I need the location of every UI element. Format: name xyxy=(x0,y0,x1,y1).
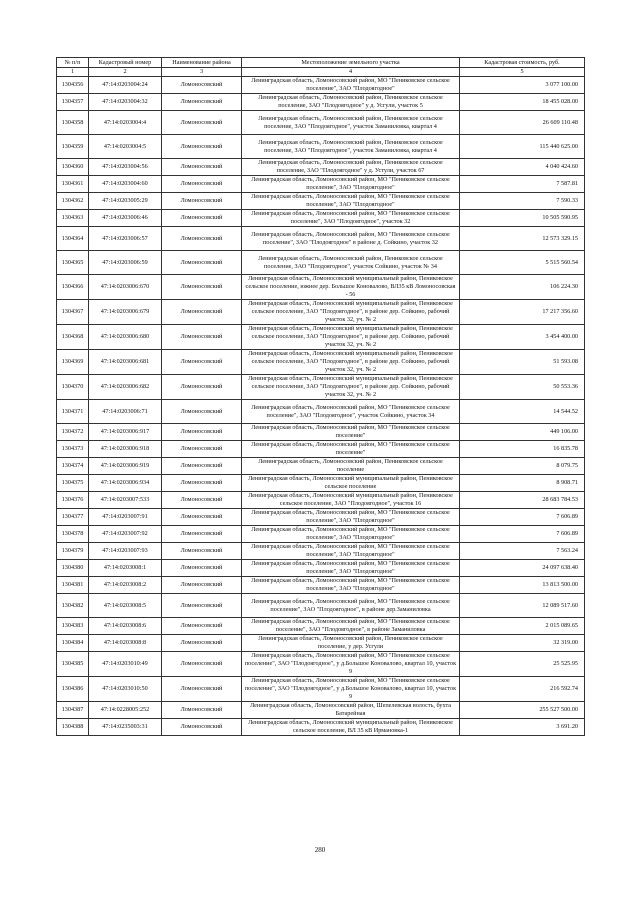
row-number: 1304368 xyxy=(57,325,89,350)
row-number: 1304381 xyxy=(57,577,89,594)
location-cell: Ленинградская область, Ломоносовский район, МО "Пениковское сельское поселение", ЗАО "Плодоягодное", у д.Большое Коновалово, квартал 10, участок 9 xyxy=(242,677,460,702)
cadastral-number-cell: 47:14:0203008:8 xyxy=(89,635,162,652)
table-row xyxy=(57,176,585,193)
cadastral-value-cell: 115 440 625.00 xyxy=(460,135,585,159)
district-cell: Ломоносовский xyxy=(162,441,242,458)
row-number: 1304375 xyxy=(57,475,89,492)
district-cell: Ломоносовский xyxy=(162,77,242,94)
column-number-row xyxy=(57,68,585,77)
row-number: 1304367 xyxy=(57,300,89,325)
table-row xyxy=(57,543,585,560)
table-row xyxy=(57,677,585,702)
table-row xyxy=(57,492,585,509)
cadastral-value-cell: 216 592.74 xyxy=(460,677,585,702)
district-cell: Ломоносовский xyxy=(162,300,242,325)
location-cell: Ленинградская область, Ломоносовский район, МО "Пениковское сельское поселение", ЗАО "Плодоягодное" в районе д. Сойкино, участок 32 xyxy=(242,227,460,251)
header-row xyxy=(57,58,585,68)
cadastral-number-cell: 47:14:0203008:6 xyxy=(89,618,162,635)
table-row xyxy=(57,702,585,719)
district-cell: Ломоносовский xyxy=(162,577,242,594)
location-cell: Ленинградская область, Ломоносовский район, МО "Пениковское сельское поселение", ЗАО "Плодоягодное", участок Сойкино, участок 34 xyxy=(242,400,460,424)
cadastral-number-cell: 47:14:0228005:252 xyxy=(89,702,162,719)
location-cell: Ленинградская область, Ломоносовский район, МО "Пениковское сельское поселение" xyxy=(242,424,460,441)
table-row xyxy=(57,635,585,652)
table-row xyxy=(57,77,585,94)
cadastral-value-cell: 10 505 590.95 xyxy=(460,210,585,227)
district-cell: Ломоносовский xyxy=(162,509,242,526)
table-row xyxy=(57,350,585,375)
table-row xyxy=(57,111,585,135)
row-number: 1304380 xyxy=(57,560,89,577)
cadastral-value-cell: 4 040 424.60 xyxy=(460,159,585,176)
cadastral-value-cell: 7 606.89 xyxy=(460,509,585,526)
table-row xyxy=(57,193,585,210)
location-cell: Ленинградская область, Ломоносовский район, МО "Пениковское сельское поселение", ЗАО "Плодоягодное" xyxy=(242,77,460,94)
location-cell: Ленинградская область, Ломоносовский район, МО "Пениковское сельское поселение", ЗАО "Плодоягодное" xyxy=(242,193,460,210)
district-cell: Ломоносовский xyxy=(162,375,242,400)
row-number: 1304373 xyxy=(57,441,89,458)
table-row xyxy=(57,458,585,475)
table-row xyxy=(57,526,585,543)
cadastral-number-cell: 47:14:0203007:533 xyxy=(89,492,162,509)
column-number: 1 xyxy=(57,68,89,77)
cadastral-value-cell: 13 813 500.00 xyxy=(460,577,585,594)
cadastral-number-cell: 47:14:0203004:56 xyxy=(89,159,162,176)
row-number: 1304362 xyxy=(57,193,89,210)
table-row xyxy=(57,424,585,441)
cadastral-number-cell: 47:14:0203004:32 xyxy=(89,94,162,111)
table-row xyxy=(57,560,585,577)
cadastral-number-cell: 47:14:0235003:31 xyxy=(89,719,162,736)
cadastral-value-cell: 50 553.36 xyxy=(460,375,585,400)
district-cell: Ломоносовский xyxy=(162,135,242,159)
column-number: 3 xyxy=(162,68,242,77)
district-cell: Ломоносовский xyxy=(162,176,242,193)
cadastral-value-cell: 2 015 089.65 xyxy=(460,618,585,635)
cadastral-value-cell: 449 106.00 xyxy=(460,424,585,441)
location-cell: Ленинградская область, Ломоносовский район, Пениковское сельское поселение xyxy=(242,458,460,475)
table-row xyxy=(57,135,585,159)
table-row xyxy=(57,441,585,458)
cadastral-value-cell: 28 683 784.53 xyxy=(460,492,585,509)
cadastral-value-cell: 18 455 028.00 xyxy=(460,94,585,111)
location-cell: Ленинградская область, Ломоносовский район, Пениковское сельское поселение, ЗАО "Плодоягодное", участок Заманиловка, квартал 4 xyxy=(242,111,460,135)
row-number: 1304365 xyxy=(57,251,89,275)
district-cell: Ломоносовский xyxy=(162,492,242,509)
cadastral-number-cell: 47:14:0203006:57 xyxy=(89,227,162,251)
cadastral-value-cell: 106 224.30 xyxy=(460,275,585,300)
district-cell: Ломоносовский xyxy=(162,702,242,719)
cadastral-number-cell: 47:14:0203008:5 xyxy=(89,594,162,618)
location-cell: Ленинградская область, Ломоносовский муниципальный район, Пениковское сельское поселение, ВЛ 35 кВ Ирмановка-1 xyxy=(242,719,460,736)
cadastral-number-cell: 47:14:0203006:71 xyxy=(89,400,162,424)
cadastral-value-cell: 7 563.24 xyxy=(460,543,585,560)
district-cell: Ломоносовский xyxy=(162,526,242,543)
row-number: 1304369 xyxy=(57,350,89,375)
district-cell: Ломоносовский xyxy=(162,618,242,635)
document-table-container xyxy=(56,57,584,736)
row-number: 1304384 xyxy=(57,635,89,652)
row-number: 1304383 xyxy=(57,618,89,635)
row-number: 1304378 xyxy=(57,526,89,543)
table-row xyxy=(57,594,585,618)
district-cell: Ломоносовский xyxy=(162,543,242,560)
table-row xyxy=(57,325,585,350)
cadastral-value-cell: 32 319.00 xyxy=(460,635,585,652)
district-cell: Ломоносовский xyxy=(162,594,242,618)
district-cell: Ломоносовский xyxy=(162,193,242,210)
cadastral-value-cell: 16 835.78 xyxy=(460,441,585,458)
district-cell: Ломоносовский xyxy=(162,350,242,375)
district-cell: Ломоносовский xyxy=(162,635,242,652)
row-number: 1304377 xyxy=(57,509,89,526)
district-cell: Ломоносовский xyxy=(162,94,242,111)
location-cell: Ленинградская область, Ломоносовский район, МО "Пениковское сельское поселение", ЗАО "Плодоягодное" xyxy=(242,509,460,526)
cadastral-number-cell: 47:14:0203006:918 xyxy=(89,441,162,458)
district-cell: Ломоносовский xyxy=(162,251,242,275)
district-cell: Ломоносовский xyxy=(162,159,242,176)
location-cell: Ленинградская область, Ломоносовский муниципальный район, Пениковское сельское поселение, ЗАО "Плодоягодное", участок 16 xyxy=(242,492,460,509)
location-cell: Ленинградская область, Ломоносовский район, Пениковское сельское поселение, ЗАО "Плодоягодное", участок Заманиловка, квартал 4 xyxy=(242,135,460,159)
district-cell: Ломоносовский xyxy=(162,475,242,492)
location-cell: Ленинградская область, Ломоносовский район, МО "Пениковское сельское поселение", ЗАО "Плодоягодное" xyxy=(242,543,460,560)
row-number: 1304387 xyxy=(57,702,89,719)
cadastral-value-table xyxy=(56,57,585,736)
location-cell: Ленинградская область, Ломоносовский муниципальный район, Пениковское сельское поселение, ЗАО "Плодоягодное", в районе дер. Сойкино, рабочий участок 32, уч. № 2 xyxy=(242,325,460,350)
cadastral-value-cell: 12 573 329.15 xyxy=(460,227,585,251)
location-cell: Ленинградская область, Ломоносовский муниципальный район, Пениковское сельское поселение xyxy=(242,475,460,492)
table-row xyxy=(57,159,585,176)
row-number: 1304358 xyxy=(57,111,89,135)
row-number: 1304359 xyxy=(57,135,89,159)
cadastral-number-cell: 47:14:0203006:59 xyxy=(89,251,162,275)
table-row xyxy=(57,509,585,526)
row-number: 1304371 xyxy=(57,400,89,424)
row-number: 1304356 xyxy=(57,77,89,94)
row-number: 1304360 xyxy=(57,159,89,176)
cadastral-number-cell: 47:14:0203008:2 xyxy=(89,577,162,594)
location-cell: Ленинградская область, Ломоносовский район, МО "Пениковское сельское поселение" xyxy=(242,441,460,458)
cadastral-number-cell: 47:14:0203006:681 xyxy=(89,350,162,375)
district-cell: Ломоносовский xyxy=(162,677,242,702)
row-number: 1304385 xyxy=(57,652,89,677)
cadastral-number-cell: 47:14:0203006:680 xyxy=(89,325,162,350)
cadastral-value-cell: 8 908.71 xyxy=(460,475,585,492)
cadastral-number-cell: 47:14:0203004:5 xyxy=(89,135,162,159)
cadastral-value-cell: 3 454 400.00 xyxy=(460,325,585,350)
cadastral-value-cell: 51 593.08 xyxy=(460,350,585,375)
cadastral-value-cell: 14 544.52 xyxy=(460,400,585,424)
location-cell: Ленинградская область, Ломоносовский район, МО "Пениковское сельское поселение", ЗАО "Плодоягодное" xyxy=(242,176,460,193)
location-cell: Ленинградская область, Ломоносовский район, МО "Пениковское сельское поселение", ЗАО "Плодоягодное" xyxy=(242,577,460,594)
district-cell: Ломоносовский xyxy=(162,719,242,736)
location-cell: Ленинградская область, Ломоносовский район, Пениковское сельское поселение, у дер. Усгули xyxy=(242,635,460,652)
cadastral-number-cell: 47:14:0203007:93 xyxy=(89,543,162,560)
district-cell: Ломоносовский xyxy=(162,210,242,227)
cadastral-number-cell: 47:14:0203007:92 xyxy=(89,526,162,543)
row-number: 1304364 xyxy=(57,227,89,251)
table-row xyxy=(57,227,585,251)
cadastral-value-cell: 3 077 100.00 xyxy=(460,77,585,94)
location-cell: Ленинградская область, Ломоносовский муниципальный район, Пениковское сельское поселение, ЗАО "Плодоягодное", в районе дер. Сойкино, рабочий участок 32, уч. № 2 xyxy=(242,375,460,400)
table-row xyxy=(57,400,585,424)
cadastral-number-cell: 47:14:0203004:24 xyxy=(89,77,162,94)
cadastral-number-cell: 47:14:0203006:682 xyxy=(89,375,162,400)
district-cell: Ломоносовский xyxy=(162,325,242,350)
row-number: 1304388 xyxy=(57,719,89,736)
district-cell: Ломоносовский xyxy=(162,424,242,441)
location-cell: Ленинградская область, Ломоносовский район, Шепелевская волость, бухта Батарейная xyxy=(242,702,460,719)
row-number: 1304361 xyxy=(57,176,89,193)
table-row xyxy=(57,375,585,400)
page-number: 280 xyxy=(314,846,326,854)
cadastral-number-cell: 47:14:0203006:919 xyxy=(89,458,162,475)
row-number: 1304382 xyxy=(57,594,89,618)
row-number: 1304357 xyxy=(57,94,89,111)
location-cell: Ленинградская область, Ломоносовский район, МО "Пениковское сельское поселение", ЗАО "Плодоягодное", в районе Заманиловка xyxy=(242,618,460,635)
location-cell: Ленинградская область, Ломоносовский район, МО "Пениковское сельское поселение", ЗАО "Плодоягодное", в районе дер.Заманиловка xyxy=(242,594,460,618)
cadastral-number-cell: 47:14:0203006:46 xyxy=(89,210,162,227)
row-number: 1304374 xyxy=(57,458,89,475)
cadastral-value-cell: 24 097 638.40 xyxy=(460,560,585,577)
table-row xyxy=(57,652,585,677)
header-number: № п/п xyxy=(57,58,89,68)
cadastral-number-cell: 47:14:0203005:29 xyxy=(89,193,162,210)
district-cell: Ломоносовский xyxy=(162,275,242,300)
cadastral-number-cell: 47:14:0203006:679 xyxy=(89,300,162,325)
table-row xyxy=(57,251,585,275)
district-cell: Ломоносовский xyxy=(162,560,242,577)
location-cell: Ленинградская область, Ломоносовский район, Пениковское сельское поселение, ЗАО "Плодоягодное", участок Сойкино, участок № 34 xyxy=(242,251,460,275)
header-district: Наименование района xyxy=(162,58,242,68)
location-cell: Ленинградская область, Ломоносовский муниципальный район, Пениковское сельское поселение, ЗАО "Плодоягодное", в районе дер. Сойкино, рабочий участок 32, уч. № 2 xyxy=(242,300,460,325)
cadastral-value-cell: 7 590.33 xyxy=(460,193,585,210)
column-number: 4 xyxy=(242,68,460,77)
table-row xyxy=(57,577,585,594)
table-row xyxy=(57,719,585,736)
header-cadastral-number: Кадастровый номер xyxy=(89,58,162,68)
row-number: 1304372 xyxy=(57,424,89,441)
cadastral-number-cell: 47:14:0203004:4 xyxy=(89,111,162,135)
row-number: 1304379 xyxy=(57,543,89,560)
cadastral-number-cell: 47:14:0203006:934 xyxy=(89,475,162,492)
row-number: 1304366 xyxy=(57,275,89,300)
row-number: 1304376 xyxy=(57,492,89,509)
location-cell: Ленинградская область, Ломоносовский район, МО "Пениковское сельское поселение", ЗАО "Плодоягодное", участок 32 xyxy=(242,210,460,227)
cadastral-value-cell: 25 525.95 xyxy=(460,652,585,677)
location-cell: Ленинградская область, Ломоносовский район, Пениковское сельское поселение, ЗАО "Плодоягодное" у д. Усгули, участок 5 xyxy=(242,94,460,111)
table-row xyxy=(57,300,585,325)
cadastral-value-cell: 7 587.81 xyxy=(460,176,585,193)
table-body xyxy=(57,77,585,736)
cadastral-number-cell: 47:14:0203008:1 xyxy=(89,560,162,577)
header-location: Местоположение земельного участка xyxy=(242,58,460,68)
cadastral-value-cell: 5 515 560.54 xyxy=(460,251,585,275)
row-number: 1304363 xyxy=(57,210,89,227)
location-cell: Ленинградская область, Ломоносовский район, МО "Пениковское сельское поселение", ЗАО "Плодоягодное" xyxy=(242,526,460,543)
column-number: 5 xyxy=(460,68,585,77)
cadastral-number-cell: 47:14:0203006:917 xyxy=(89,424,162,441)
district-cell: Ломоносовский xyxy=(162,227,242,251)
table-row xyxy=(57,94,585,111)
location-cell: Ленинградская область, Ломоносовский муниципальный район, Пениковское сельское поселение, южнее дер. Большое Коновалово, ВЛ35 кВ Ломоносовская - 56 xyxy=(242,275,460,300)
cadastral-number-cell: 47:14:0203010:49 xyxy=(89,652,162,677)
row-number: 1304386 xyxy=(57,677,89,702)
district-cell: Ломоносовский xyxy=(162,652,242,677)
table-row xyxy=(57,475,585,492)
table-row xyxy=(57,275,585,300)
cadastral-value-cell: 255 527 500.00 xyxy=(460,702,585,719)
cadastral-value-cell: 26 609 110.48 xyxy=(460,111,585,135)
cadastral-value-cell: 7 606.89 xyxy=(460,526,585,543)
district-cell: Ломоносовский xyxy=(162,400,242,424)
column-number: 2 xyxy=(89,68,162,77)
header-cadastral-value: Кадастровая стоимость, руб. xyxy=(460,58,585,68)
cadastral-value-cell: 17 217 356.60 xyxy=(460,300,585,325)
cadastral-value-cell: 8 079.75 xyxy=(460,458,585,475)
cadastral-number-cell: 47:14:0203004:60 xyxy=(89,176,162,193)
cadastral-value-cell: 12 089 517.60 xyxy=(460,594,585,618)
location-cell: Ленинградская область, Ломоносовский муниципальный район, Пениковское сельское поселение, ЗАО "Плодоягодное", в районе дер. Сойкино, рабочий участок 32, уч. № 2 xyxy=(242,350,460,375)
location-cell: Ленинградская область, Ломоносовский район, МО "Пениковское сельское поселение", ЗАО "Плодоягодное" xyxy=(242,560,460,577)
cadastral-number-cell: 47:14:0203007:91 xyxy=(89,509,162,526)
cadastral-number-cell: 47:14:0203010:50 xyxy=(89,677,162,702)
cadastral-value-cell: 3 691.20 xyxy=(460,719,585,736)
cadastral-number-cell: 47:14:0203006:670 xyxy=(89,275,162,300)
table-row xyxy=(57,210,585,227)
row-number: 1304370 xyxy=(57,375,89,400)
table-row xyxy=(57,618,585,635)
district-cell: Ломоносовский xyxy=(162,111,242,135)
district-cell: Ломоносовский xyxy=(162,458,242,475)
location-cell: Ленинградская область, Ломоносовский район, Пениковское сельское поселение, ЗАО "Плодоягодное" у д. Устули, участок 67 xyxy=(242,159,460,176)
location-cell: Ленинградская область, Ломоносовский район, МО "Пениковское сельское поселение", ЗАО "Плодоягодное", у д.Большое Коновалово, квартал 10, участок 9 xyxy=(242,652,460,677)
